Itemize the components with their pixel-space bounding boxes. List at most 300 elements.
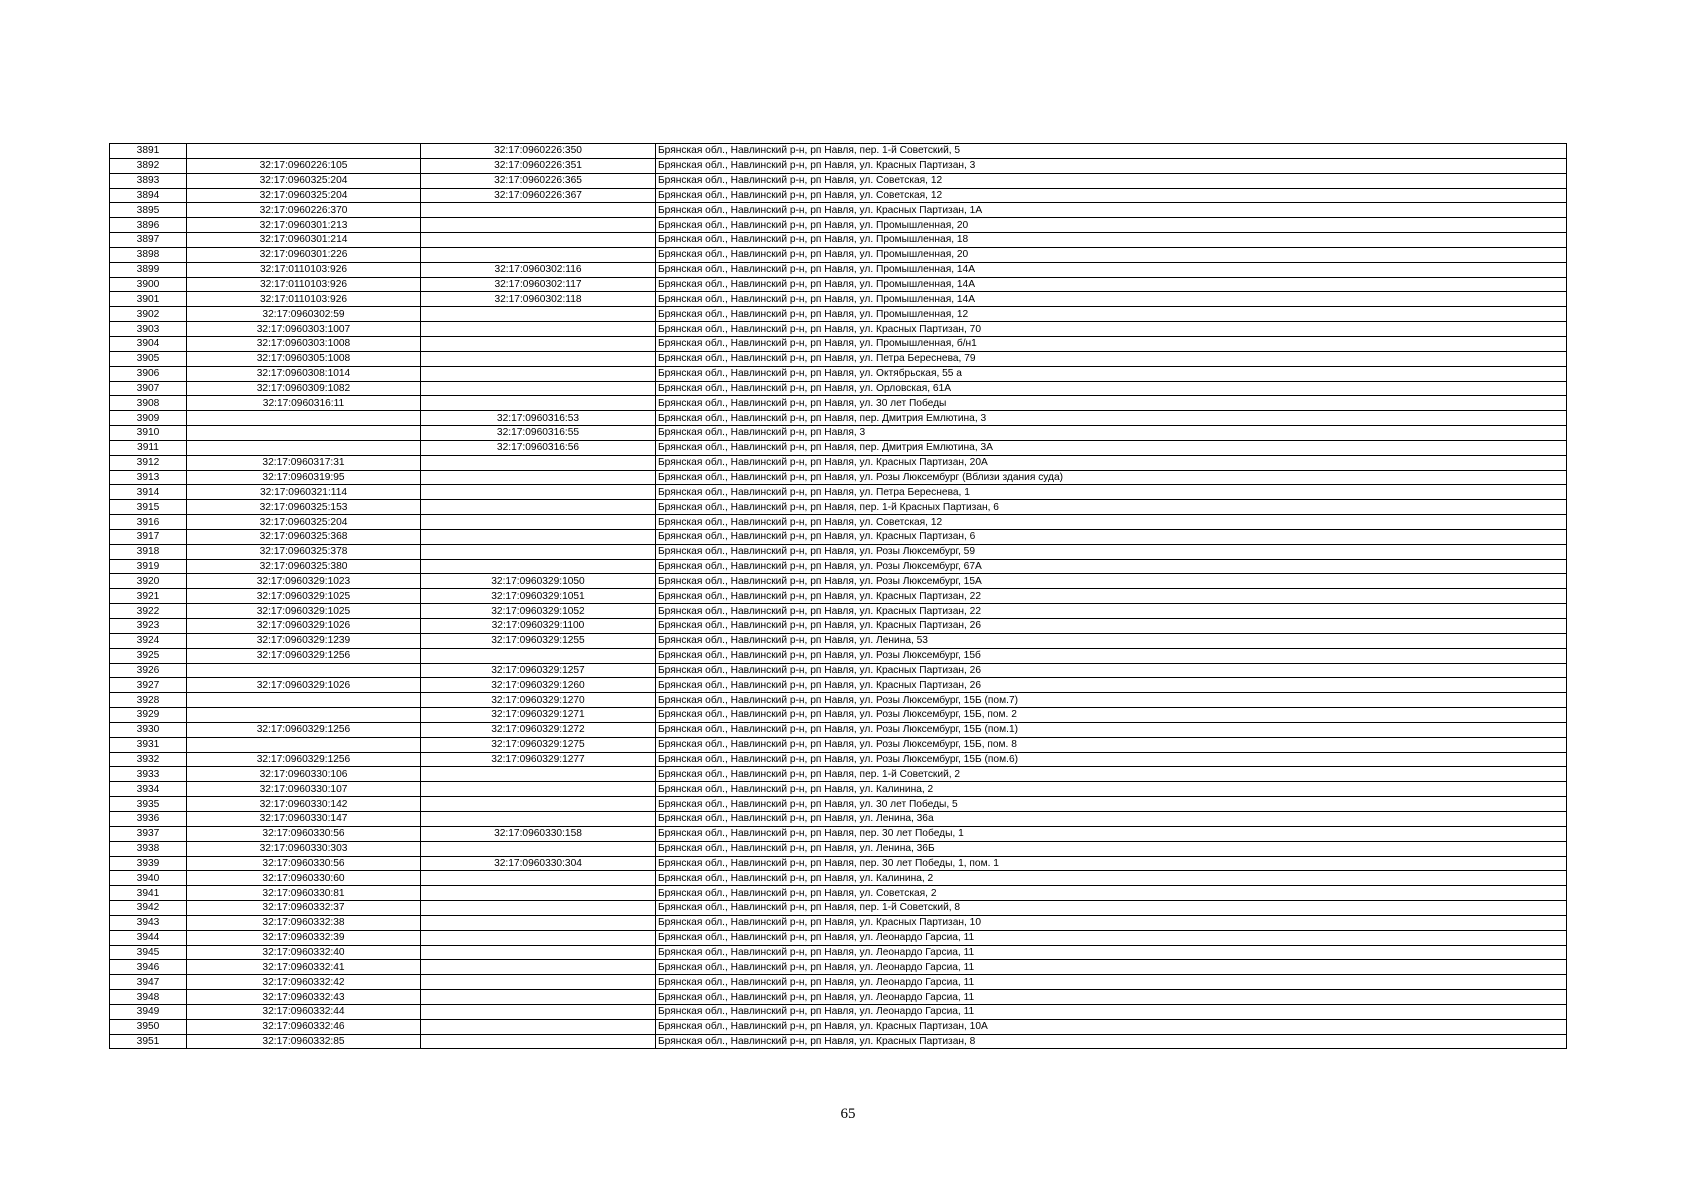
address-cell: Брянская обл., Навлинский р-н, рп Навля, ул. Красных Партизан, 20А (656, 455, 1567, 470)
cadastral-number-a-cell: 32:17:0960332:39 (187, 930, 421, 945)
table-row (110, 633, 1567, 648)
table-row (110, 619, 1567, 634)
row-number-cell: 3927 (110, 678, 187, 693)
table-row (110, 366, 1567, 381)
address-cell: Брянская обл., Навлинский р-н, рп Навля, пер. Дмитрия Емлютина, 3А (656, 440, 1567, 455)
row-number-cell: 3895 (110, 203, 187, 218)
table-row (110, 203, 1567, 218)
table-row (110, 945, 1567, 960)
cadastral-number-b-cell (421, 351, 656, 366)
cadastral-number-a-cell: 32:17:0960330:107 (187, 782, 421, 797)
row-number-cell: 3931 (110, 737, 187, 752)
table-row (110, 322, 1567, 337)
table-row (110, 841, 1567, 856)
cadastral-number-a-cell: 32:17:0960325:204 (187, 515, 421, 530)
registry-table-body (110, 144, 1567, 1049)
cadastral-number-a-cell (187, 663, 421, 678)
address-cell: Брянская обл., Навлинский р-н, рп Навля, ул. Петра Береснева, 79 (656, 351, 1567, 366)
row-number-cell: 3900 (110, 277, 187, 292)
address-cell: Брянская обл., Навлинский р-н, рп Навля, ул. Леонардо Гарсиа, 11 (656, 930, 1567, 945)
address-cell: Брянская обл., Навлинский р-н, рп Навля, ул. Розы Люксембург, 59 (656, 544, 1567, 559)
row-number-cell: 3938 (110, 841, 187, 856)
cadastral-number-b-cell: 32:17:0960316:55 (421, 426, 656, 441)
row-number-cell: 3933 (110, 767, 187, 782)
cadastral-number-a-cell: 32:17:0960302:59 (187, 307, 421, 322)
cadastral-number-b-cell: 32:17:0960330:158 (421, 826, 656, 841)
table-row (110, 158, 1567, 173)
cadastral-number-b-cell (421, 247, 656, 262)
cadastral-number-b-cell (421, 1034, 656, 1049)
address-cell: Брянская обл., Навлинский р-н, рп Навля, ул. Розы Люксембург, 15А (656, 574, 1567, 589)
address-cell: Брянская обл., Навлинский р-н, рп Навля, ул. Розы Люксембург, 15б (656, 648, 1567, 663)
row-number-cell: 3950 (110, 1019, 187, 1034)
cadastral-number-b-cell (421, 901, 656, 916)
cadastral-number-b-cell: 32:17:0960329:1052 (421, 604, 656, 619)
row-number-cell: 3913 (110, 470, 187, 485)
cadastral-number-a-cell: 32:17:0960330:56 (187, 826, 421, 841)
address-cell: Брянская обл., Навлинский р-н, рп Навля, пер. Дмитрия Емлютина, 3 (656, 411, 1567, 426)
cadastral-number-b-cell (421, 218, 656, 233)
table-row (110, 188, 1567, 203)
table-row (110, 440, 1567, 455)
table-row (110, 144, 1567, 159)
cadastral-number-b-cell: 32:17:0960226:367 (421, 188, 656, 203)
cadastral-number-b-cell (421, 396, 656, 411)
cadastral-number-b-cell: 32:17:0960329:1270 (421, 693, 656, 708)
row-number-cell: 3937 (110, 826, 187, 841)
row-number-cell: 3903 (110, 322, 187, 337)
address-cell: Брянская обл., Навлинский р-н, рп Навля, ул. Красных Партизан, 22 (656, 589, 1567, 604)
cadastral-number-a-cell: 32:17:0960330:147 (187, 811, 421, 826)
cadastral-number-a-cell: 32:17:0960330:303 (187, 841, 421, 856)
cadastral-number-b-cell (421, 648, 656, 663)
cadastral-number-a-cell: 32:17:0960325:153 (187, 500, 421, 515)
table-row (110, 307, 1567, 322)
cadastral-number-b-cell (421, 1019, 656, 1034)
cadastral-number-a-cell (187, 440, 421, 455)
cadastral-number-b-cell (421, 945, 656, 960)
address-cell: Брянская обл., Навлинский р-н, рп Навля, ул. Розы Люксембург, 15Б (пом.7) (656, 693, 1567, 708)
address-cell: Брянская обл., Навлинский р-н, рп Навля, ул. Красных Партизан, 26 (656, 678, 1567, 693)
row-number-cell: 3928 (110, 693, 187, 708)
cadastral-number-b-cell: 32:17:0960302:118 (421, 292, 656, 307)
cadastral-number-a-cell: 32:17:0960301:213 (187, 218, 421, 233)
address-cell: Брянская обл., Навлинский р-н, рп Навля, ул. Советская, 12 (656, 188, 1567, 203)
address-cell: Брянская обл., Навлинский р-н, рп Навля, ул. Промышленная, 18 (656, 233, 1567, 248)
row-number-cell: 3924 (110, 633, 187, 648)
address-cell: Брянская обл., Навлинский р-н, рп Навля, ул. Промышленная, б/н1 (656, 336, 1567, 351)
address-cell: Брянская обл., Навлинский р-н, рп Навля, пер. 30 лет Победы, 1, пом. 1 (656, 856, 1567, 871)
address-cell: Брянская обл., Навлинский р-н, рп Навля, ул. Красных Партизан, 26 (656, 619, 1567, 634)
cadastral-number-a-cell: 32:17:0960301:226 (187, 247, 421, 262)
cadastral-number-b-cell: 32:17:0960330:304 (421, 856, 656, 871)
address-cell: Брянская обл., Навлинский р-н, рп Навля, ул. Леонардо Гарсиа, 11 (656, 1004, 1567, 1019)
table-row (110, 752, 1567, 767)
cadastral-number-a-cell: 32:17:0960325:378 (187, 544, 421, 559)
cadastral-number-b-cell (421, 767, 656, 782)
cadastral-number-a-cell: 32:17:0960330:106 (187, 767, 421, 782)
table-row (110, 604, 1567, 619)
table-row (110, 737, 1567, 752)
cadastral-number-a-cell: 32:17:0960329:1256 (187, 648, 421, 663)
cadastral-number-a-cell: 32:17:0960332:40 (187, 945, 421, 960)
cadastral-number-a-cell: 32:17:0110103:926 (187, 277, 421, 292)
address-cell: Брянская обл., Навлинский р-н, рп Навля, ул. Розы Люксембург, 67А (656, 559, 1567, 574)
row-number-cell: 3899 (110, 262, 187, 277)
cadastral-number-a-cell: 32:17:0960332:37 (187, 901, 421, 916)
cadastral-number-b-cell (421, 307, 656, 322)
cadastral-number-a-cell: 32:17:0960329:1256 (187, 722, 421, 737)
address-cell: Брянская обл., Навлинский р-н, рп Навля, ул. Промышленная, 20 (656, 218, 1567, 233)
table-row (110, 663, 1567, 678)
address-cell: Брянская обл., Навлинский р-н, рп Навля, ул. Ленина, 53 (656, 633, 1567, 648)
table-row (110, 811, 1567, 826)
cadastral-number-b-cell (421, 336, 656, 351)
row-number-cell: 3943 (110, 915, 187, 930)
row-number-cell: 3918 (110, 544, 187, 559)
row-number-cell: 3947 (110, 975, 187, 990)
address-cell: Брянская обл., Навлинский р-н, рп Навля, ул. Ленина, 36Б (656, 841, 1567, 856)
cadastral-number-b-cell: 32:17:0960302:117 (421, 277, 656, 292)
cadastral-number-a-cell: 32:17:0960305:1008 (187, 351, 421, 366)
row-number-cell: 3934 (110, 782, 187, 797)
cadastral-number-a-cell: 32:17:0960308:1014 (187, 366, 421, 381)
table-row (110, 381, 1567, 396)
cadastral-number-a-cell: 32:17:0960332:46 (187, 1019, 421, 1034)
cadastral-number-a-cell: 32:17:0960329:1023 (187, 574, 421, 589)
address-cell: Брянская обл., Навлинский р-н, рп Навля, ул. Красных Партизан, 3 (656, 158, 1567, 173)
row-number-cell: 3920 (110, 574, 187, 589)
table-row (110, 886, 1567, 901)
row-number-cell: 3916 (110, 515, 187, 530)
row-number-cell: 3893 (110, 173, 187, 188)
row-number-cell: 3905 (110, 351, 187, 366)
address-cell: Брянская обл., Навлинский р-н, рп Навля, ул. Красных Партизан, 26 (656, 663, 1567, 678)
address-cell: Брянская обл., Навлинский р-н, рп Навля, ул. Розы Люксембург, 15Б, пом. 8 (656, 737, 1567, 752)
table-row (110, 678, 1567, 693)
address-cell: Брянская обл., Навлинский р-н, рп Навля, 3 (656, 426, 1567, 441)
table-row (110, 1019, 1567, 1034)
cadastral-number-b-cell (421, 322, 656, 337)
table-row (110, 767, 1567, 782)
cadastral-number-b-cell: 32:17:0960316:53 (421, 411, 656, 426)
registry-sheet (109, 143, 1567, 1049)
address-cell: Брянская обл., Навлинский р-н, рп Навля, ул. Октябрьская, 55 а (656, 366, 1567, 381)
address-cell: Брянская обл., Навлинский р-н, рп Навля, ул. Калинина, 2 (656, 782, 1567, 797)
address-cell: Брянская обл., Навлинский р-н, рп Навля, ул. Ленина, 36а (656, 811, 1567, 826)
row-number-cell: 3948 (110, 990, 187, 1005)
row-number-cell: 3923 (110, 619, 187, 634)
address-cell: Брянская обл., Навлинский р-н, рп Навля, ул. Леонардо Гарсиа, 11 (656, 990, 1567, 1005)
address-cell: Брянская обл., Навлинский р-н, рп Навля, пер. 1-й Советский, 5 (656, 144, 1567, 159)
row-number-cell: 3908 (110, 396, 187, 411)
row-number-cell: 3936 (110, 811, 187, 826)
row-number-cell: 3902 (110, 307, 187, 322)
cadastral-number-b-cell: 32:17:0960329:1277 (421, 752, 656, 767)
address-cell: Брянская обл., Навлинский р-н, рп Навля, ул. Красных Партизан, 6 (656, 529, 1567, 544)
table-row (110, 574, 1567, 589)
cadastral-number-b-cell (421, 990, 656, 1005)
row-number-cell: 3894 (110, 188, 187, 203)
cadastral-number-b-cell (421, 485, 656, 500)
cadastral-number-b-cell: 32:17:0960226:365 (421, 173, 656, 188)
address-cell: Брянская обл., Навлинский р-н, рп Навля, ул. Орловская, 61А (656, 381, 1567, 396)
table-row (110, 515, 1567, 530)
table-row (110, 247, 1567, 262)
cadastral-number-a-cell: 32:17:0110103:926 (187, 262, 421, 277)
row-number-cell: 3906 (110, 366, 187, 381)
row-number-cell: 3941 (110, 886, 187, 901)
address-cell: Брянская обл., Навлинский р-н, рп Навля, ул. Советская, 12 (656, 173, 1567, 188)
address-cell: Брянская обл., Навлинский р-н, рп Навля, ул. Красных Партизан, 10 (656, 915, 1567, 930)
row-number-cell: 3917 (110, 529, 187, 544)
table-row (110, 722, 1567, 737)
table-row (110, 797, 1567, 812)
cadastral-number-a-cell: 32:17:0960329:1025 (187, 604, 421, 619)
cadastral-number-a-cell: 32:17:0960325:204 (187, 173, 421, 188)
row-number-cell: 3945 (110, 945, 187, 960)
cadastral-number-a-cell: 32:17:0960321:114 (187, 485, 421, 500)
row-number-cell: 3907 (110, 381, 187, 396)
cadastral-number-b-cell (421, 782, 656, 797)
row-number-cell: 3892 (110, 158, 187, 173)
table-row (110, 589, 1567, 604)
address-cell: Брянская обл., Навлинский р-н, рп Навля, ул. 30 лет Победы (656, 396, 1567, 411)
table-row (110, 782, 1567, 797)
row-number-cell: 3919 (110, 559, 187, 574)
cadastral-number-b-cell: 32:17:0960329:1272 (421, 722, 656, 737)
row-number-cell: 3896 (110, 218, 187, 233)
table-row (110, 529, 1567, 544)
cadastral-number-a-cell: 32:17:0960226:370 (187, 203, 421, 218)
table-row (110, 292, 1567, 307)
table-row (110, 990, 1567, 1005)
table-row (110, 930, 1567, 945)
table-row (110, 485, 1567, 500)
cadastral-number-a-cell: 32:17:0960332:41 (187, 960, 421, 975)
row-number-cell: 3909 (110, 411, 187, 426)
page-number: 65 (840, 1106, 856, 1122)
table-row (110, 901, 1567, 916)
address-cell: Брянская обл., Навлинский р-н, рп Навля, ул. Красных Партизан, 22 (656, 604, 1567, 619)
address-cell: Брянская обл., Навлинский р-н, рп Навля, ул. Розы Люксембург (Вблизи здания суда) (656, 470, 1567, 485)
cadastral-number-a-cell (187, 708, 421, 723)
cadastral-number-b-cell (421, 975, 656, 990)
cadastral-number-b-cell: 32:17:0960329:1257 (421, 663, 656, 678)
table-row (110, 500, 1567, 515)
cadastral-number-a-cell: 32:17:0960309:1082 (187, 381, 421, 396)
table-row (110, 975, 1567, 990)
cadastral-number-b-cell (421, 1004, 656, 1019)
table-row (110, 826, 1567, 841)
cadastral-number-b-cell (421, 233, 656, 248)
cadastral-number-a-cell: 32:17:0960330:142 (187, 797, 421, 812)
cadastral-number-a-cell: 32:17:0960226:105 (187, 158, 421, 173)
row-number-cell: 3914 (110, 485, 187, 500)
address-cell: Брянская обл., Навлинский р-н, рп Навля, ул. 30 лет Победы, 5 (656, 797, 1567, 812)
property-registry-table (109, 143, 1567, 1049)
cadastral-number-a-cell (187, 144, 421, 159)
cadastral-number-b-cell: 32:17:0960302:116 (421, 262, 656, 277)
row-number-cell: 3932 (110, 752, 187, 767)
cadastral-number-b-cell: 32:17:0960329:1271 (421, 708, 656, 723)
table-row (110, 455, 1567, 470)
address-cell: Брянская обл., Навлинский р-н, рп Навля, ул. Промышленная, 20 (656, 247, 1567, 262)
cadastral-number-b-cell: 32:17:0960329:1100 (421, 619, 656, 634)
cadastral-number-a-cell: 32:17:0960330:56 (187, 856, 421, 871)
table-row (110, 708, 1567, 723)
row-number-cell: 3891 (110, 144, 187, 159)
row-number-cell: 3904 (110, 336, 187, 351)
row-number-cell: 3949 (110, 1004, 187, 1019)
cadastral-number-b-cell (421, 797, 656, 812)
address-cell: Брянская обл., Навлинский р-н, рп Навля, ул. Леонардо Гарсиа, 11 (656, 960, 1567, 975)
cadastral-number-b-cell: 32:17:0960329:1255 (421, 633, 656, 648)
cadastral-number-a-cell: 32:17:0960332:44 (187, 1004, 421, 1019)
address-cell: Брянская обл., Навлинский р-н, рп Навля, ул. Красных Партизан, 1А (656, 203, 1567, 218)
row-number-cell: 3915 (110, 500, 187, 515)
address-cell: Брянская обл., Навлинский р-н, рп Навля, ул. Красных Партизан, 10А (656, 1019, 1567, 1034)
table-row (110, 871, 1567, 886)
cadastral-number-a-cell: 32:17:0110103:926 (187, 292, 421, 307)
row-number-cell: 3911 (110, 440, 187, 455)
row-number-cell: 3940 (110, 871, 187, 886)
cadastral-number-b-cell: 32:17:0960226:351 (421, 158, 656, 173)
cadastral-number-a-cell: 32:17:0960329:1026 (187, 619, 421, 634)
cadastral-number-b-cell: 32:17:0960329:1275 (421, 737, 656, 752)
cadastral-number-a-cell: 32:17:0960332:38 (187, 915, 421, 930)
address-cell: Брянская обл., Навлинский р-н, рп Навля, ул. Промышленная, 14А (656, 292, 1567, 307)
cadastral-number-a-cell: 32:17:0960325:368 (187, 529, 421, 544)
cadastral-number-b-cell (421, 203, 656, 218)
cadastral-number-a-cell: 32:17:0960332:43 (187, 990, 421, 1005)
address-cell: Брянская обл., Навлинский р-н, рп Навля, ул. Петра Береснева, 1 (656, 485, 1567, 500)
row-number-cell: 3944 (110, 930, 187, 945)
cadastral-number-b-cell (421, 366, 656, 381)
address-cell: Брянская обл., Навлинский р-н, рп Навля, пер. 1-й Советский, 8 (656, 901, 1567, 916)
address-cell: Брянская обл., Навлинский р-н, рп Навля, ул. Розы Люксембург, 15Б, пом. 2 (656, 708, 1567, 723)
table-row (110, 351, 1567, 366)
row-number-cell: 3939 (110, 856, 187, 871)
table-row (110, 262, 1567, 277)
table-row (110, 218, 1567, 233)
address-cell: Брянская обл., Навлинский р-н, рп Навля, ул. Красных Партизан, 8 (656, 1034, 1567, 1049)
table-row (110, 396, 1567, 411)
table-row (110, 544, 1567, 559)
address-cell: Брянская обл., Навлинский р-н, рп Навля, ул. Леонардо Гарсиа, 11 (656, 975, 1567, 990)
row-number-cell: 3942 (110, 901, 187, 916)
address-cell: Брянская обл., Навлинский р-н, рп Навля, ул. Промышленная, 14А (656, 277, 1567, 292)
cadastral-number-a-cell (187, 737, 421, 752)
cadastral-number-a-cell: 32:17:0960330:81 (187, 886, 421, 901)
address-cell: Брянская обл., Навлинский р-н, рп Навля, ул. Промышленная, 12 (656, 307, 1567, 322)
table-row (110, 426, 1567, 441)
table-row (110, 233, 1567, 248)
cadastral-number-b-cell (421, 841, 656, 856)
row-number-cell: 3926 (110, 663, 187, 678)
cadastral-number-b-cell (421, 515, 656, 530)
cadastral-number-a-cell: 32:17:0960325:380 (187, 559, 421, 574)
cadastral-number-a-cell: 32:17:0960329:1026 (187, 678, 421, 693)
cadastral-number-a-cell: 32:17:0960317:31 (187, 455, 421, 470)
table-row (110, 648, 1567, 663)
cadastral-number-a-cell: 32:17:0960301:214 (187, 233, 421, 248)
row-number-cell: 3921 (110, 589, 187, 604)
row-number-cell: 3912 (110, 455, 187, 470)
cadastral-number-a-cell: 32:17:0960319:95 (187, 470, 421, 485)
cadastral-number-a-cell: 32:17:0960329:1256 (187, 752, 421, 767)
address-cell: Брянская обл., Навлинский р-н, рп Навля, ул. Розы Люксембург, 15Б (пом.6) (656, 752, 1567, 767)
cadastral-number-b-cell (421, 871, 656, 886)
cadastral-number-b-cell (421, 915, 656, 930)
address-cell: Брянская обл., Навлинский р-н, рп Навля, ул. Розы Люксембург, 15Б (пом.1) (656, 722, 1567, 737)
row-number-cell: 3930 (110, 722, 187, 737)
cadastral-number-b-cell (421, 811, 656, 826)
cadastral-number-a-cell (187, 411, 421, 426)
cadastral-number-b-cell: 32:17:0960316:56 (421, 440, 656, 455)
row-number-cell: 3946 (110, 960, 187, 975)
cadastral-number-a-cell (187, 426, 421, 441)
cadastral-number-b-cell (421, 500, 656, 515)
row-number-cell: 3922 (110, 604, 187, 619)
table-row (110, 856, 1567, 871)
cadastral-number-b-cell: 32:17:0960329:1051 (421, 589, 656, 604)
cadastral-number-a-cell: 32:17:0960316:11 (187, 396, 421, 411)
cadastral-number-b-cell (421, 470, 656, 485)
cadastral-number-a-cell: 32:17:0960303:1008 (187, 336, 421, 351)
address-cell: Брянская обл., Навлинский р-н, рп Навля, пер. 1-й Красных Партизан, 6 (656, 500, 1567, 515)
table-row (110, 915, 1567, 930)
table-row (110, 693, 1567, 708)
table-row (110, 411, 1567, 426)
cadastral-number-b-cell (421, 930, 656, 945)
address-cell: Брянская обл., Навлинский р-н, рп Навля, ул. Промышленная, 14А (656, 262, 1567, 277)
row-number-cell: 3901 (110, 292, 187, 307)
table-row (110, 1034, 1567, 1049)
address-cell: Брянская обл., Навлинский р-н, рп Навля, ул. Советская, 12 (656, 515, 1567, 530)
cadastral-number-b-cell (421, 381, 656, 396)
table-row (110, 173, 1567, 188)
table-row (110, 559, 1567, 574)
address-cell: Брянская обл., Навлинский р-н, рп Навля, ул. Советская, 2 (656, 886, 1567, 901)
row-number-cell: 3935 (110, 797, 187, 812)
table-row (110, 336, 1567, 351)
cadastral-number-b-cell (421, 886, 656, 901)
cadastral-number-a-cell: 32:17:0960329:1025 (187, 589, 421, 604)
row-number-cell: 3951 (110, 1034, 187, 1049)
cadastral-number-a-cell: 32:17:0960330:60 (187, 871, 421, 886)
cadastral-number-b-cell (421, 960, 656, 975)
table-row (110, 960, 1567, 975)
cadastral-number-b-cell: 32:17:0960226:350 (421, 144, 656, 159)
cadastral-number-a-cell: 32:17:0960303:1007 (187, 322, 421, 337)
cadastral-number-b-cell: 32:17:0960329:1260 (421, 678, 656, 693)
address-cell: Брянская обл., Навлинский р-н, рп Навля, ул. Красных Партизан, 70 (656, 322, 1567, 337)
cadastral-number-a-cell: 32:17:0960329:1239 (187, 633, 421, 648)
table-row (110, 1004, 1567, 1019)
cadastral-number-b-cell (421, 455, 656, 470)
row-number-cell: 3925 (110, 648, 187, 663)
cadastral-number-a-cell: 32:17:0960332:42 (187, 975, 421, 990)
address-cell: Брянская обл., Навлинский р-н, рп Навля, ул. Калинина, 2 (656, 871, 1567, 886)
row-number-cell: 3897 (110, 233, 187, 248)
table-row (110, 470, 1567, 485)
cadastral-number-a-cell: 32:17:0960325:204 (187, 188, 421, 203)
row-number-cell: 3929 (110, 708, 187, 723)
row-number-cell: 3898 (110, 247, 187, 262)
row-number-cell: 3910 (110, 426, 187, 441)
address-cell: Брянская обл., Навлинский р-н, рп Навля, пер. 30 лет Победы, 1 (656, 826, 1567, 841)
